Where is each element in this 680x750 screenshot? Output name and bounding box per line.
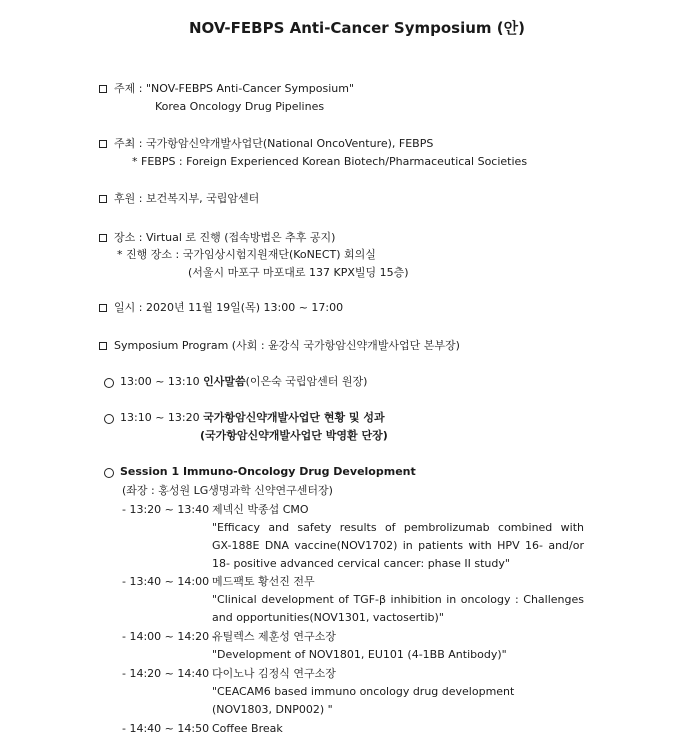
date-label: 일시 : 2020년 11월 19일(목) 13:00 ~ 17:00 <box>114 301 344 314</box>
greeting-time: 13:00 ~ 13:10 <box>120 375 200 388</box>
page-title: NOV-FEBPS Anti-Cancer Symposium (안) <box>189 19 525 37</box>
host-label: 주최 : 국가항암신약개발사업단(National OncoVenture), FEBPS <box>114 137 434 150</box>
status-time: 13:10 ~ 13:20 <box>120 411 200 424</box>
checkbox-bullet <box>99 234 107 242</box>
talk-title-line: "Clinical development of TGF-β inhibition in oncology : Challenges <box>212 593 584 606</box>
talk-time: - 13:40 ~ 14:00 <box>122 575 210 588</box>
talk-title-line: "CEACAM6 based immuno oncology drug development <box>212 685 515 698</box>
program-label: Symposium Program (사회 : 윤강식 국가항암신약개발사업단 본부장) <box>114 339 460 352</box>
host-note: * FEBPS : Foreign Experienced Korean Biotech/Pharmaceutical Societies <box>132 155 528 168</box>
talk-speaker: 메드팩토 황선진 전무 <box>212 575 315 588</box>
talk-speaker: Coffee Break <box>212 722 283 735</box>
talk-title-line: (NOV1803, DNP002) " <box>212 703 333 716</box>
theme-subtitle: Korea Oncology Drug Pipelines <box>155 100 325 113</box>
session1-chair: (좌장 : 홍성원 LG생명과학 신약연구센터장) <box>122 484 333 497</box>
checkbox-bullet <box>99 342 107 350</box>
status-title: 국가항암신약개발사업단 현황 및 성과 <box>203 411 385 424</box>
session1-title: Session 1 Immuno-Oncology Drug Development <box>120 465 416 478</box>
talk-title-line: GX-188E DNA vaccine(NOV1702) in patients with HPV 16- and/or <box>212 539 584 552</box>
checkbox-bullet <box>99 85 107 93</box>
venue-address: (서울시 마포구 마포대로 137 KPX빌딩 15층) <box>188 266 409 279</box>
circle-bullet <box>104 414 114 424</box>
venue-note: * 진행 장소 : 국가임상시험지원재단(KoNECT) 회의실 <box>117 248 376 261</box>
talk-speaker: 유틸렉스 제훈성 연구소장 <box>212 630 336 643</box>
status-item <box>120 411 385 425</box>
circle-bullet <box>104 378 114 388</box>
talk-time: - 14:40 ~ 14:50 <box>122 722 210 735</box>
venue-label: 장소 : Virtual 로 진행 (접속방법은 추후 공지) <box>114 231 336 244</box>
talk-time: - 14:20 ~ 14:40 <box>122 667 210 680</box>
circle-bullet <box>104 468 114 478</box>
talk-speaker: 다이노나 김정식 연구소장 <box>212 667 336 680</box>
talk-speaker: 제넥신 박종섭 CMO <box>212 503 309 516</box>
talk-time: - 14:00 ~ 14:20 <box>122 630 210 643</box>
sponsor-label: 후원 : 보건복지부, 국립암센터 <box>114 192 260 205</box>
checkbox-bullet <box>99 195 107 203</box>
status-speaker: (국가항암신약개발사업단 박영환 단장) <box>200 429 388 442</box>
greeting-item <box>120 375 367 389</box>
talk-title-line: 18- positive advanced cervical cancer: phase II study" <box>212 557 510 570</box>
checkbox-bullet <box>99 304 107 312</box>
talk-title-line: "Development of NOV1801, EU101 (4-1BB Antibody)" <box>212 648 507 661</box>
theme-label: 주제 : "NOV-FEBPS Anti-Cancer Symposium" <box>114 82 355 95</box>
talk-title-line: "Efficacy and safety results of pembrolizumab combined with <box>212 521 584 534</box>
greeting-title: 인사말씀 <box>203 375 246 388</box>
checkbox-bullet <box>99 140 107 148</box>
talk-title-line: and opportunities(NOV1301, vactosertib)" <box>212 611 444 624</box>
talk-time: - 13:20 ~ 13:40 <box>122 503 210 516</box>
greeting-speaker: (이은숙 국립암센터 원장) <box>245 375 368 388</box>
